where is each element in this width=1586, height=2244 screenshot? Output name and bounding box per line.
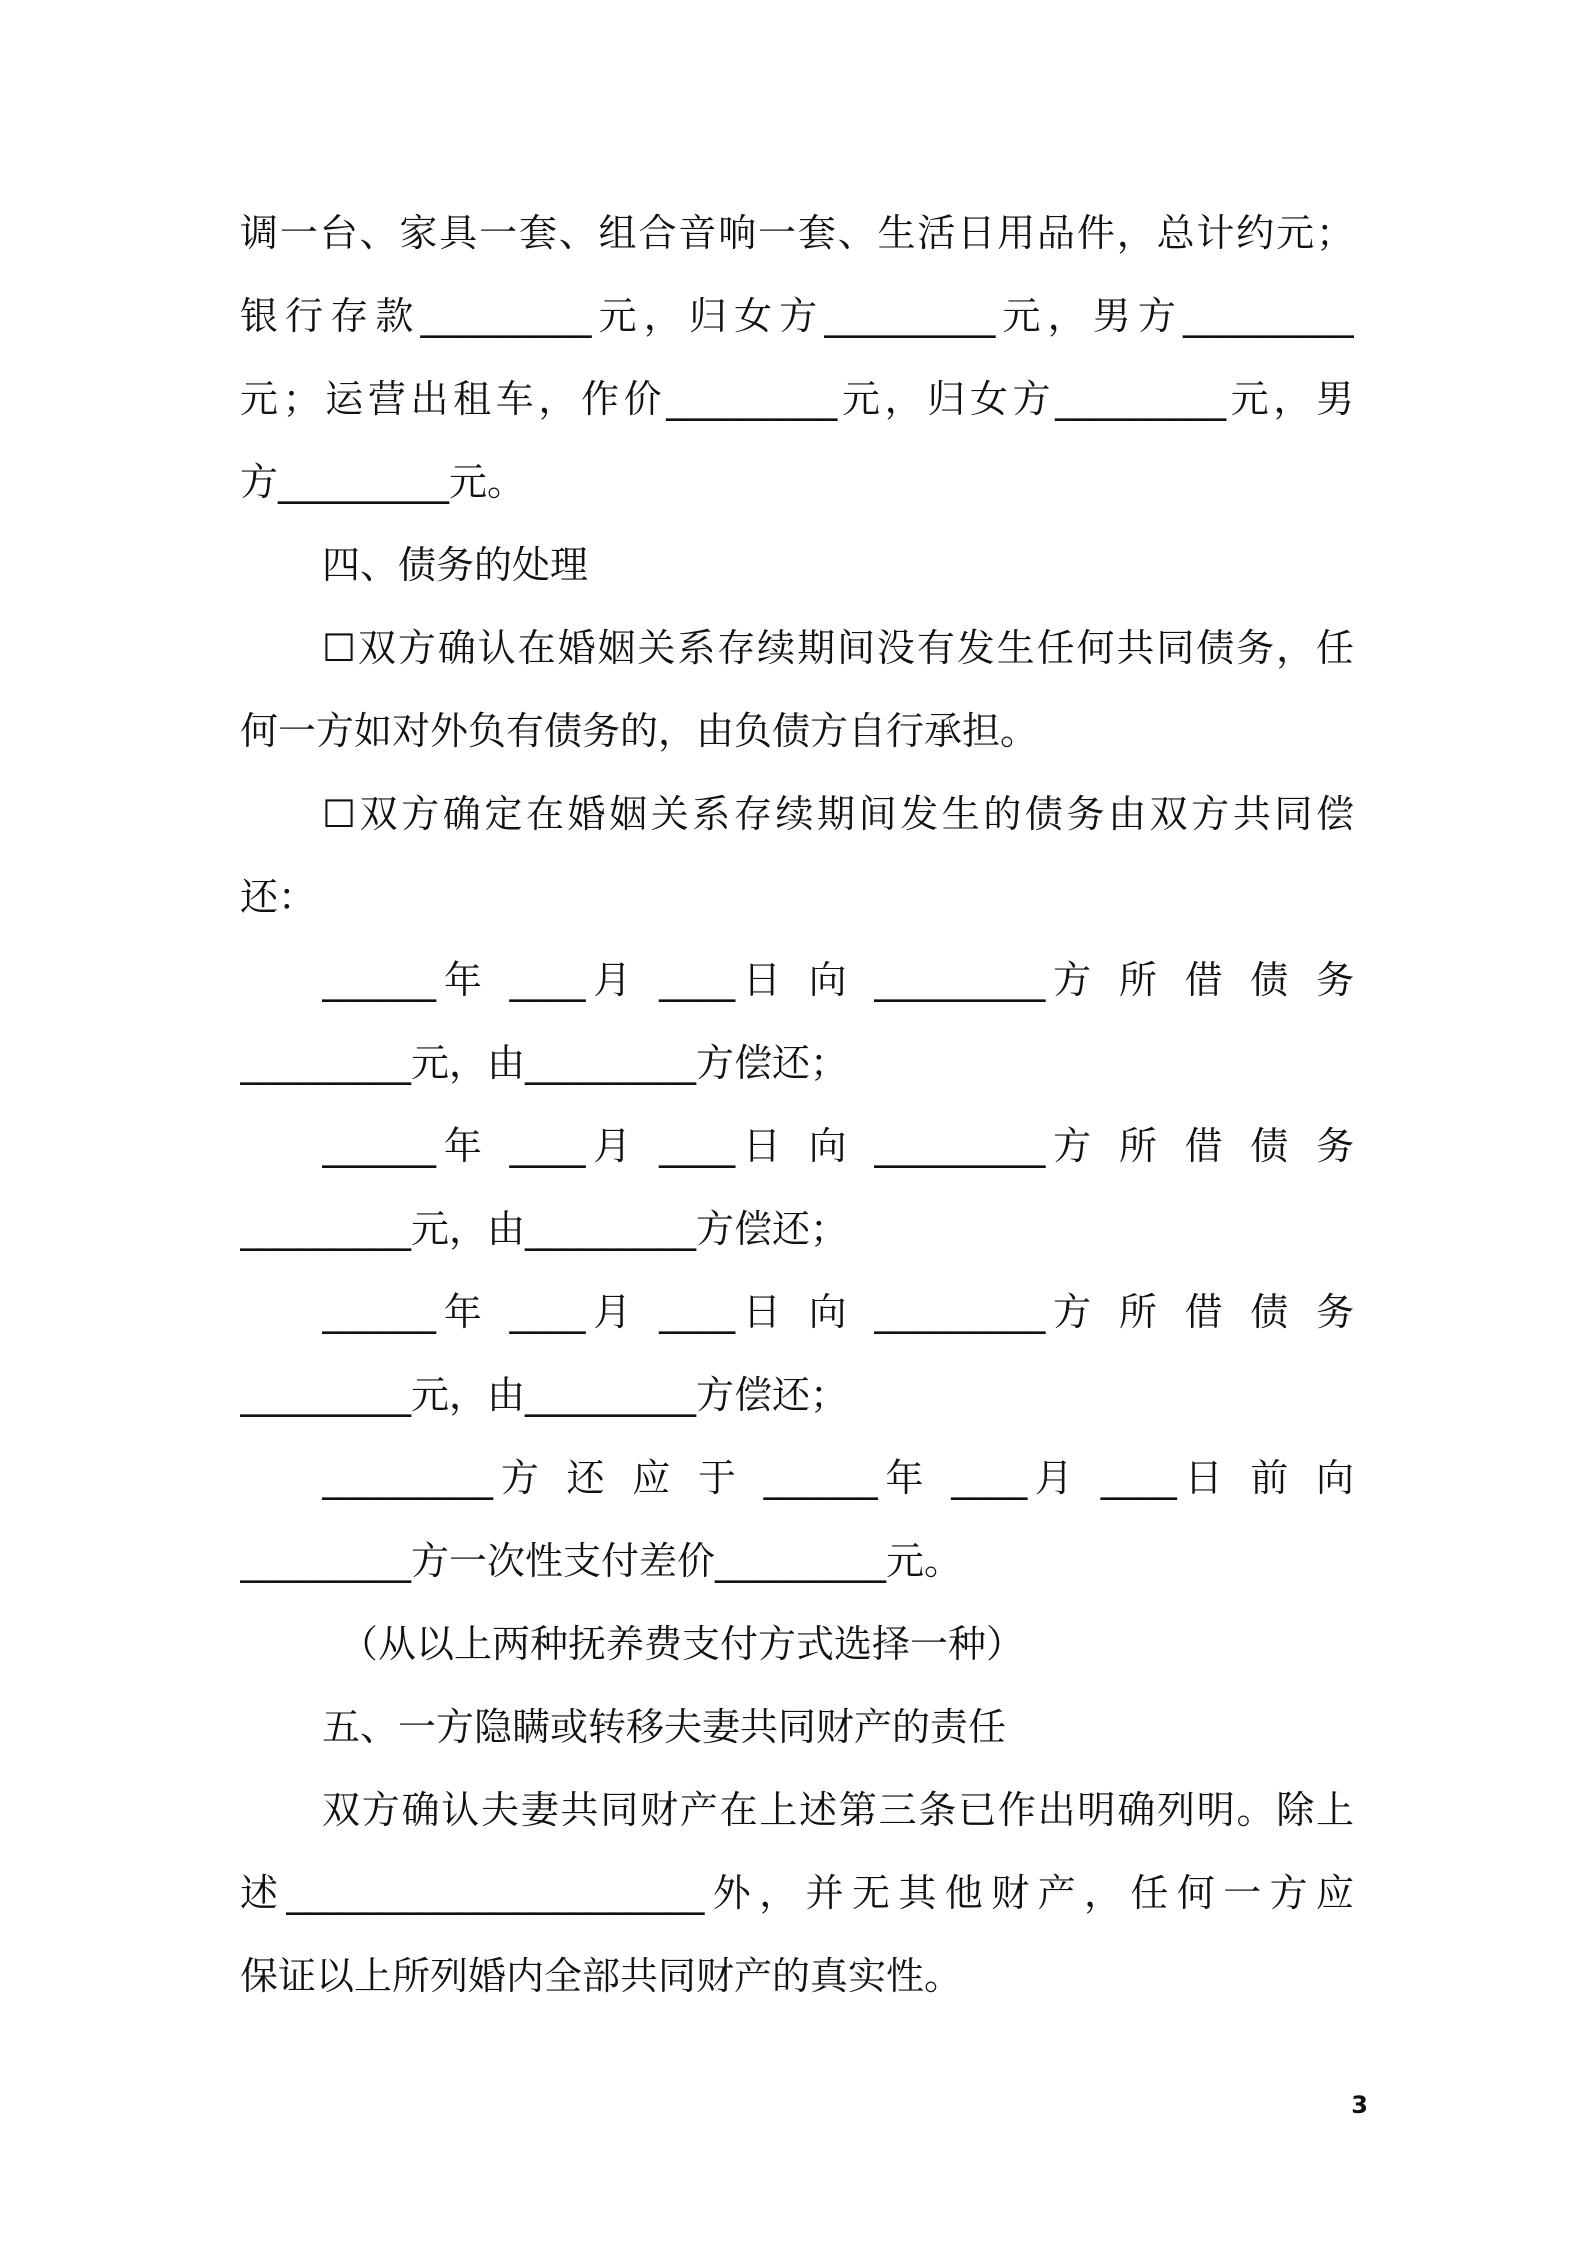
difference-payment: _________方 还 应 于 ______年 ____月 ____日 前 向 [322,1456,1354,1500]
checkbox-option-joint-debt: ☐双方确定在婚姻关系存续期间发生的债务由双方共同偿 [322,792,1354,836]
text-line-authenticity: 保证以上所列婚内全部共同财产的真实性。 [240,1954,963,1998]
debt-entry-2-repay: _________元，由_________方偿还； [240,1207,849,1251]
section-heading-concealment: 五、一方隐瞒或转移夫妻共同财产的责任 [322,1705,1007,1749]
text-line-no-other-property: 述______________________外，并无其他财产，任何一方应 [240,1871,1354,1915]
debt-entry-3-repay: _________元，由_________方偿还； [240,1373,849,1417]
difference-payment-cont: _________方一次性支付差价_________元。 [240,1539,963,1583]
checkbox-option-no-debt: ☐双方确认在婚姻关系存续期间没有发生任何共同债务，任 [322,626,1354,670]
section-heading-debts: 四、债务的处理 [322,543,589,587]
text-line-no-debt-cont: 何一方如对外负有债务的，由负债方自行承担。 [240,709,1039,753]
debt-entry-1-repay: _________元，由_________方偿还； [240,1041,849,1085]
text-line-property-items: 调一台、家具一套、组合音响一套、生活日用品件，总计约元； [240,211,1354,255]
text-line-bank-deposit: 银行存款_________元，归女方_________元，男方_________ [240,294,1354,338]
text-line-male-share: 方_________元。 [240,460,526,504]
debt-entry-3: ______年 ____月 ____日 向 _________方 所 借 债 务 [322,1290,1354,1334]
debt-entry-1: ______年 ____月 ____日 向 _________方 所 借 债 务 [322,958,1354,1002]
selection-note: （从以上两种抚养费支付方式选择一种） [340,1622,1025,1666]
text-line-joint-debt-cont: 还： [240,875,317,919]
text-line-taxi: 元；运营出租车，作价_________元，归女方_________元，男 [240,377,1354,421]
debt-entry-2: ______年 ____月 ____日 向 _________方 所 借 债 务 [322,1124,1354,1168]
page-number: 3 [1351,2091,1368,2119]
text-line-confirmation: 双方确认夫妻共同财产在上述第三条已作出明确列明。除上 [322,1788,1354,1832]
